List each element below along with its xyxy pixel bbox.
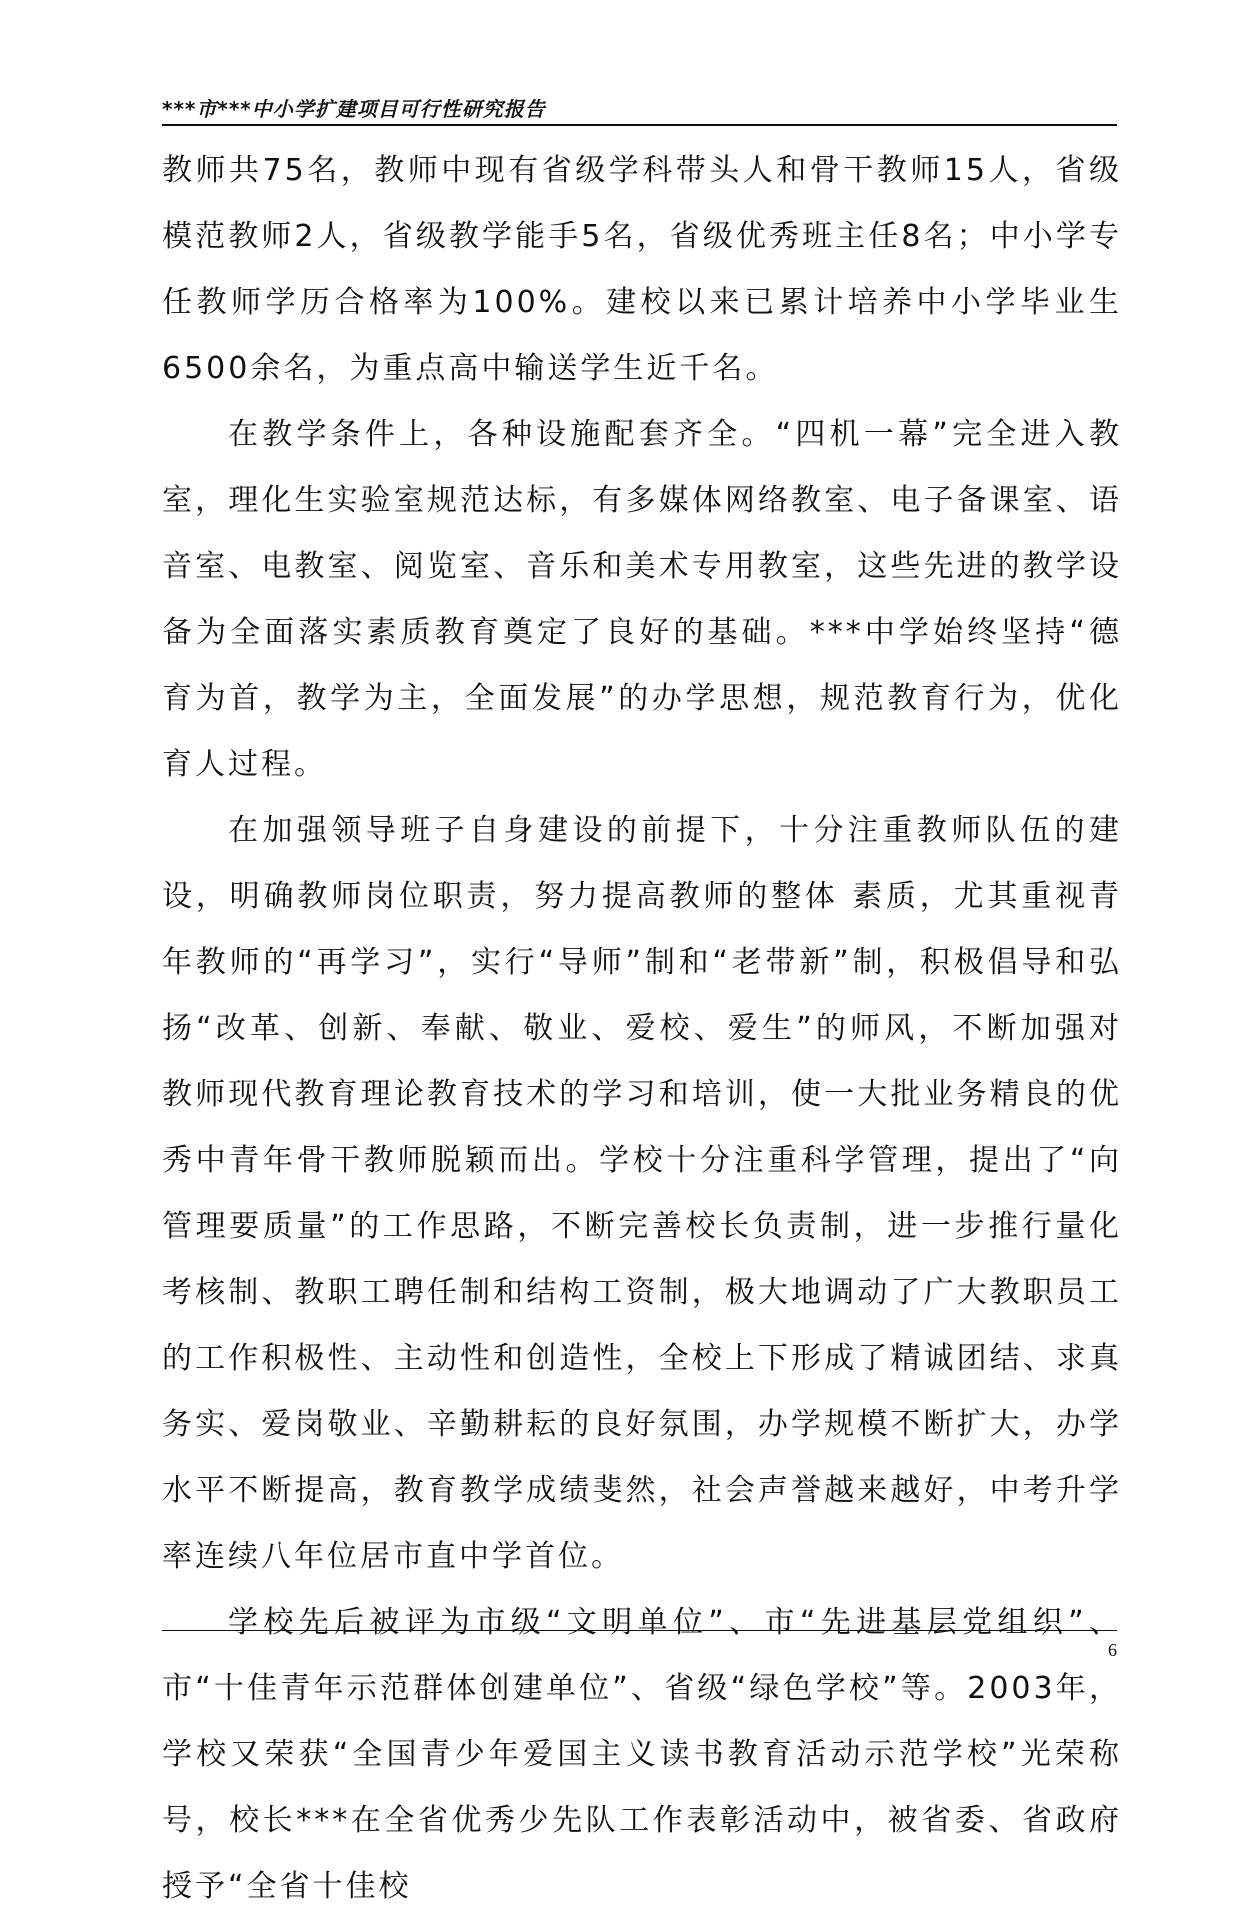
paragraph-2: 在教学条件上，各种设施配套齐全。“四机一幕”完全进入教室，理化生实验室规范达标，有多媒体网络教室、电子备课室、语音室、电教室、阅览室、音乐和美术专用教室，这些先进的教学设备为全面落实素质教育奠定了良好的基础。***中学始终坚持“德育为首，教学为主，全面发展”的办学思想，规范教育行为，优化育人过程。 bbox=[162, 417, 1122, 782]
document-body bbox=[162, 138, 1122, 1920]
header-divider bbox=[162, 124, 1117, 126]
page-number: 6 bbox=[1108, 1640, 1117, 1660]
header-title: ***市***中小学扩建项目可行性研究报告 bbox=[162, 97, 546, 121]
paragraph-1: 教师共75名，教师中现有省级学科带头人和骨干教师15人，省级模范教师2人，省级教学能手5名，省级优秀班主任8名；中小学专任教师学历合格率为100%。建校以来已累计培养中小学毕业生6500余名，为重点高中输送学生近千名。 bbox=[162, 153, 1122, 386]
paragraph-3: 在加强领导班子自身建设的前提下，十分注重教师队伍的建设，明确教师岗位职责，努力提高教师的整体 素质，尤其重视青年教师的“再学习”，实行“导师”制和“老带新”制，积极倡导和弘扬“改革、创新、奉献、敬业、爱校、爱生”的师风，不断加强对教师现代教育理论教育技术的学习和培训，使一大批业务精良的优秀中青年骨干教师脱颖而出。学校十分注重科学管理，提出了“向管理要质量”的工作思路，不断完善校长负责制，进一步推行量化考核制、教职工聘任制和结构工资制，极大地调动了广大教职员工的工作积极性、主动性和创造性，全校上下形成了精诚团结、求真务实、爱岗敬业、辛勤耕耘的良好氛围，办学规模不断扩大，办学水平不断提高，教育教学成绩斐然，社会声誉越来越好，中考升学率连续八年位居市直中学首位。 bbox=[162, 813, 1122, 1574]
paragraph-4: 学校先后被评为市级“文明单位”、市“先进基层党组织”、市“十佳青年示范群体创建单位”、省级“绿色学校”等。2003年，学校又荣获“全国青少年爱国主义读书教育活动示范学校”光荣称号，校长***在全省优秀少先队工作表彰活动中，被省委、省政府授予“全省十佳校 bbox=[162, 1605, 1122, 1904]
footer-divider bbox=[162, 1630, 1117, 1631]
page-header bbox=[162, 96, 1117, 126]
